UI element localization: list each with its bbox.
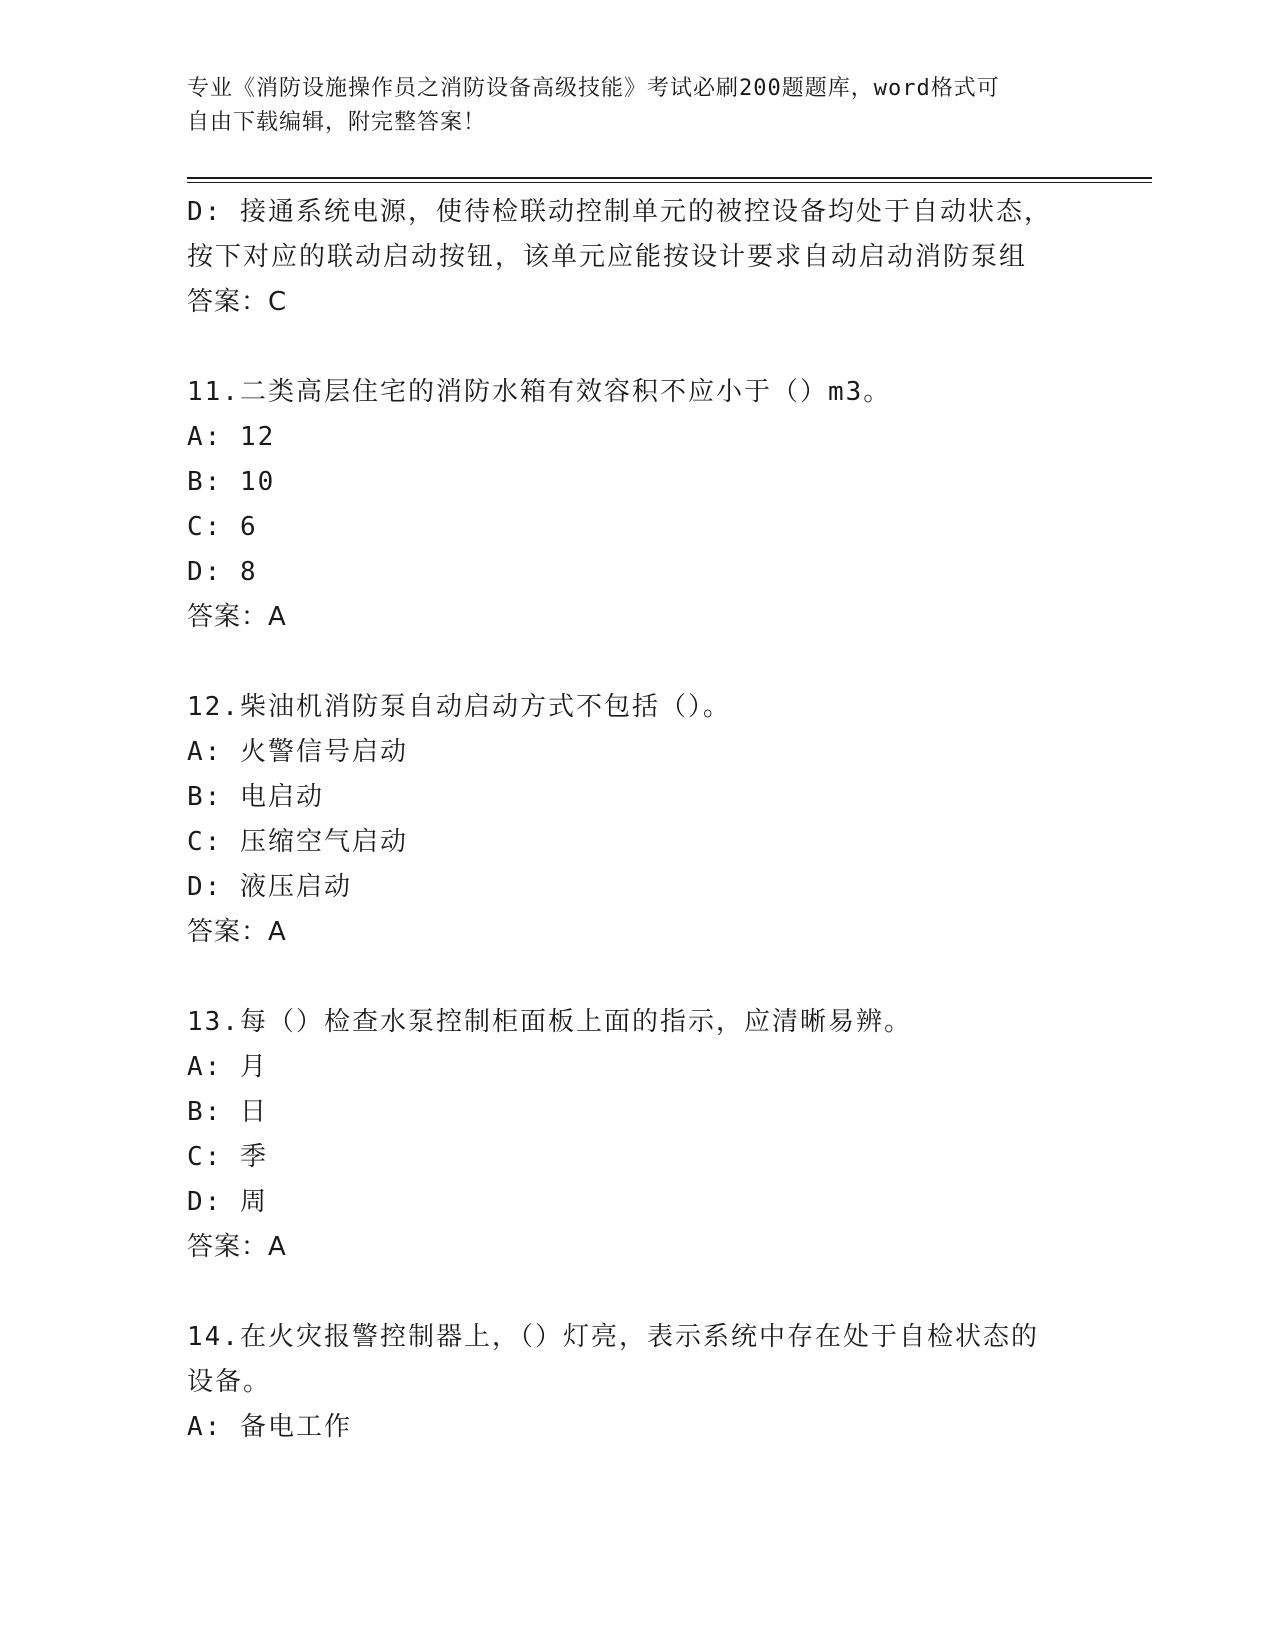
option-a: A: 备电工作 bbox=[187, 1412, 352, 1442]
question-stem-line-1: 14.在火灾报警控制器上，（）灯亮，表示系统中存在处于自检状态的 bbox=[187, 1322, 1039, 1352]
question-10-carryover bbox=[187, 190, 1087, 325]
question-stem-line-2: 设备。 bbox=[187, 1367, 272, 1397]
question-13 bbox=[187, 1000, 1087, 1270]
question-14 bbox=[187, 1315, 1087, 1450]
option-d-line-2: 按下对应的联动启动按钮，该单元应能按设计要求自动启动消防泵组 bbox=[187, 242, 1028, 272]
question-stem: 13.每（）检查水泵控制柜面板上面的指示，应清晰易辨。 bbox=[187, 1007, 912, 1037]
question-stem: 11.二类高层住宅的消防水箱有效容积不应小于（）m3。 bbox=[187, 377, 892, 407]
option-c: C: 压缩空气启动 bbox=[187, 827, 408, 857]
option-d-line-1: D: 接通系统电源，使待检联动控制单元的被控设备均处于自动状态， bbox=[187, 197, 1052, 227]
header-divider-thick bbox=[187, 177, 1152, 179]
document-header bbox=[187, 72, 1087, 140]
option-b: B: 10 bbox=[187, 467, 276, 497]
option-a: A: 月 bbox=[187, 1052, 268, 1082]
question-list bbox=[187, 190, 1087, 1450]
option-d: D: 8 bbox=[187, 557, 258, 587]
option-c: C: 6 bbox=[187, 512, 258, 542]
option-d: D: 周 bbox=[187, 1187, 268, 1217]
answer-line: 答案：A bbox=[187, 1232, 287, 1262]
answer-line: 答案：A bbox=[187, 917, 287, 947]
header-divider-thin bbox=[187, 182, 1152, 183]
question-stem: 12.柴油机消防泵自动启动方式不包括（）。 bbox=[187, 692, 731, 722]
header-title-line-2: 自由下载编辑，附完整答案！ bbox=[187, 110, 487, 135]
question-11 bbox=[187, 370, 1087, 640]
option-b: B: 电启动 bbox=[187, 782, 324, 812]
header-title-line-1: 专业《消防设施操作员之消防设备高级技能》考试必刷200题题库，word格式可 bbox=[187, 76, 1000, 101]
question-12 bbox=[187, 685, 1087, 955]
answer-line: 答案：A bbox=[187, 602, 287, 632]
option-a: A: 火警信号启动 bbox=[187, 737, 408, 767]
answer-line: 答案：C bbox=[187, 287, 288, 317]
option-b: B: 日 bbox=[187, 1097, 268, 1127]
option-d: D: 液压启动 bbox=[187, 872, 352, 902]
option-c: C: 季 bbox=[187, 1142, 268, 1172]
option-a: A: 12 bbox=[187, 422, 276, 452]
